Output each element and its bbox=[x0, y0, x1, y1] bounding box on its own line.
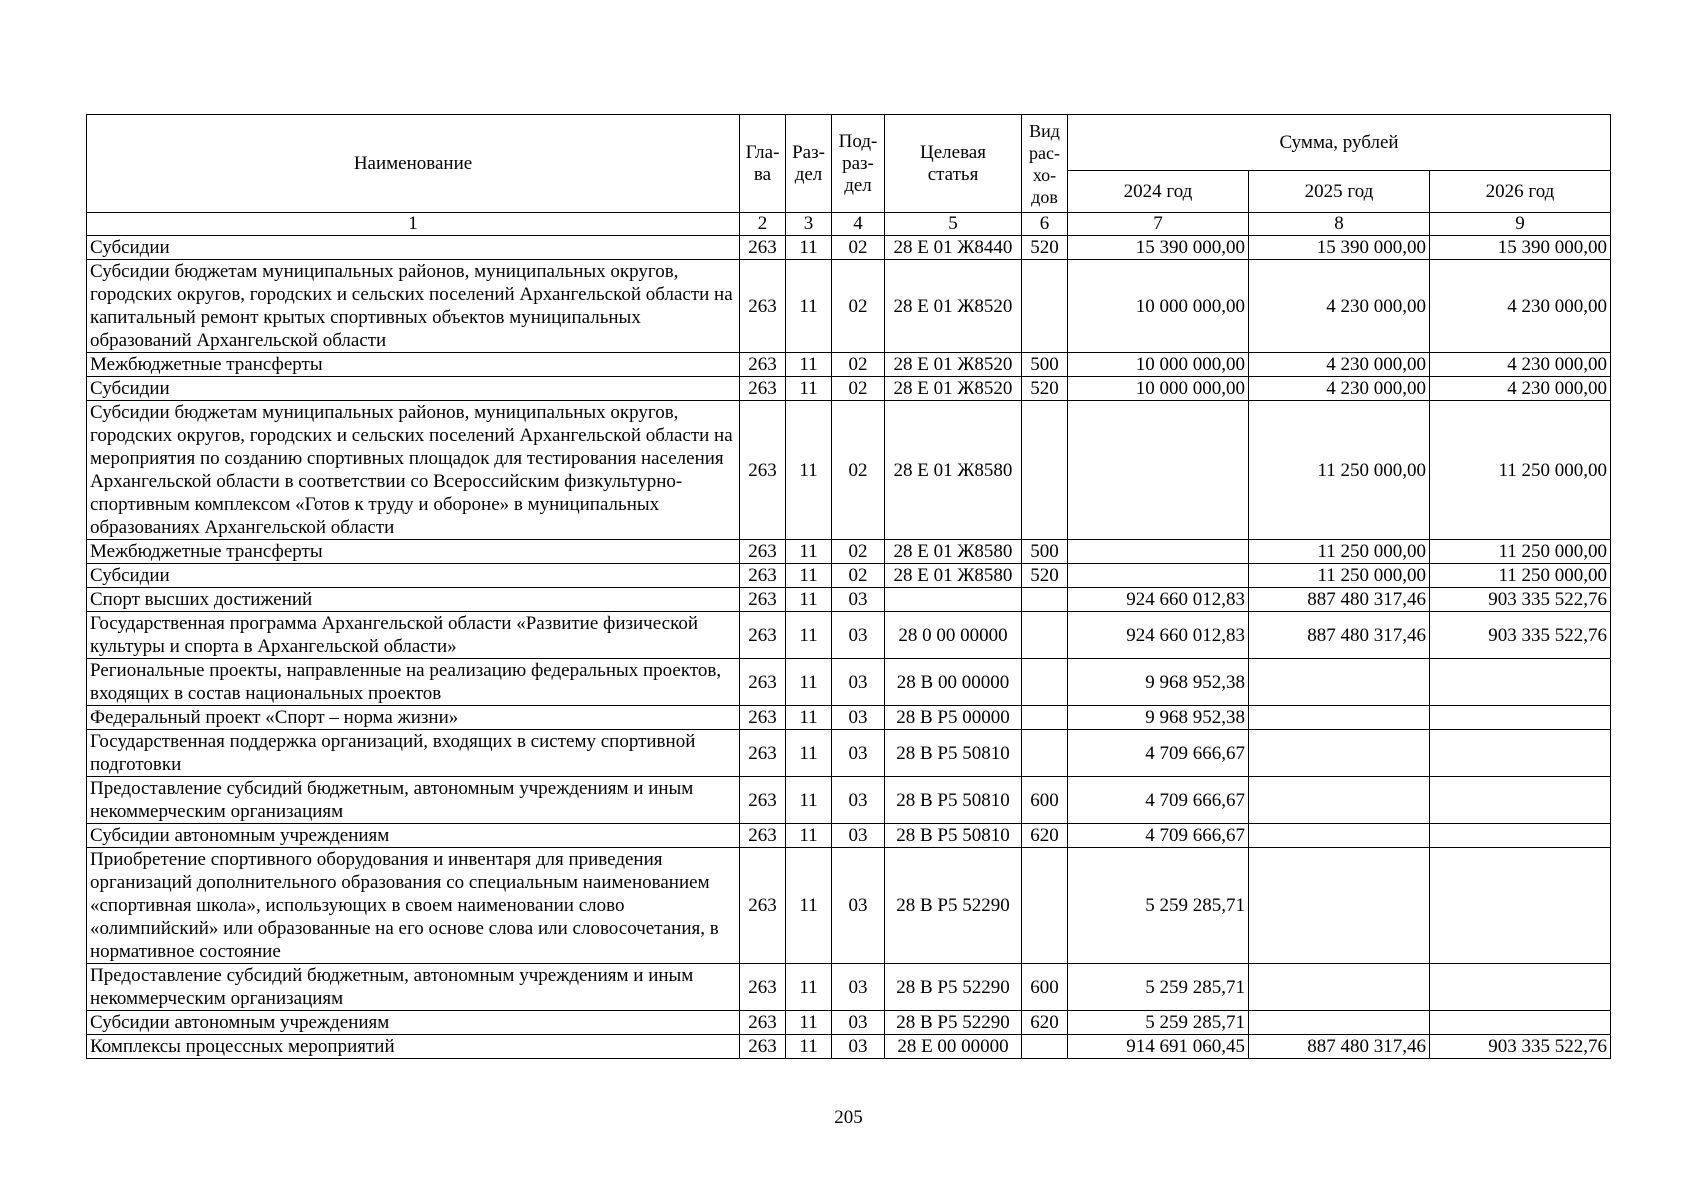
table-row bbox=[87, 236, 1611, 260]
cell-glava: 263 bbox=[740, 260, 786, 353]
col-number: 2 bbox=[740, 213, 786, 236]
col-number: 1 bbox=[87, 213, 740, 236]
column-number-row bbox=[87, 213, 1611, 236]
cell-podrazdel: 02 bbox=[832, 353, 885, 377]
cell-amount-2026 bbox=[1430, 777, 1611, 824]
cell-amount-2024: 15 390 000,00 bbox=[1068, 236, 1249, 260]
cell-amount-2026 bbox=[1430, 964, 1611, 1011]
cell-celevaya-statya bbox=[885, 588, 1022, 612]
col-number: 4 bbox=[832, 213, 885, 236]
cell-razdel: 11 bbox=[786, 353, 832, 377]
cell-amount-2026: 15 390 000,00 bbox=[1430, 236, 1611, 260]
cell-vid-rashodov bbox=[1022, 848, 1068, 964]
cell-podrazdel: 02 bbox=[832, 540, 885, 564]
cell-amount-2026: 11 250 000,00 bbox=[1430, 540, 1611, 564]
header-summa: Сумма, рублей bbox=[1068, 115, 1611, 171]
cell-glava: 263 bbox=[740, 730, 786, 777]
cell-glava: 263 bbox=[740, 1011, 786, 1035]
cell-name: Межбюджетные трансферты bbox=[87, 353, 740, 377]
cell-name: Субсидии bbox=[87, 564, 740, 588]
cell-celevaya-statya: 28 Е 01 Ж8580 bbox=[885, 401, 1022, 540]
cell-glava: 263 bbox=[740, 612, 786, 659]
cell-glava: 263 bbox=[740, 564, 786, 588]
cell-amount-2026: 903 335 522,76 bbox=[1430, 1035, 1611, 1059]
cell-amount-2026: 903 335 522,76 bbox=[1430, 588, 1611, 612]
cell-name: Региональные проекты, направленные на реализацию федеральных проектов, входящих в состав национальных проектов bbox=[87, 659, 740, 706]
cell-celevaya-statya: 28 В Р5 00000 bbox=[885, 706, 1022, 730]
page-number: 205 bbox=[834, 1107, 863, 1128]
cell-podrazdel: 02 bbox=[832, 377, 885, 401]
cell-vid-rashodov: 600 bbox=[1022, 964, 1068, 1011]
cell-razdel: 11 bbox=[786, 377, 832, 401]
cell-vid-rashodov bbox=[1022, 612, 1068, 659]
cell-amount-2025: 4 230 000,00 bbox=[1249, 377, 1430, 401]
col-number: 5 bbox=[885, 213, 1022, 236]
cell-razdel: 11 bbox=[786, 659, 832, 706]
header-celevaya-statya: Целевая статья bbox=[885, 115, 1022, 213]
table-row bbox=[87, 540, 1611, 564]
table-row bbox=[87, 777, 1611, 824]
cell-amount-2024: 9 968 952,38 bbox=[1068, 706, 1249, 730]
cell-celevaya-statya: 28 Е 01 Ж8580 bbox=[885, 564, 1022, 588]
cell-razdel: 11 bbox=[786, 564, 832, 588]
cell-glava: 263 bbox=[740, 777, 786, 824]
cell-name: Субсидии bbox=[87, 377, 740, 401]
table-row bbox=[87, 730, 1611, 777]
cell-razdel: 11 bbox=[786, 236, 832, 260]
cell-celevaya-statya: 28 В 00 00000 bbox=[885, 659, 1022, 706]
cell-vid-rashodov bbox=[1022, 260, 1068, 353]
cell-razdel: 11 bbox=[786, 777, 832, 824]
table-row bbox=[87, 401, 1611, 540]
cell-razdel: 11 bbox=[786, 848, 832, 964]
cell-razdel: 11 bbox=[786, 1035, 832, 1059]
cell-celevaya-statya: 28 Е 01 Ж8520 bbox=[885, 353, 1022, 377]
cell-amount-2025: 4 230 000,00 bbox=[1249, 260, 1430, 353]
table-row bbox=[87, 260, 1611, 353]
table-row bbox=[87, 1035, 1611, 1059]
cell-celevaya-statya: 28 Е 00 00000 bbox=[885, 1035, 1022, 1059]
cell-amount-2025 bbox=[1249, 659, 1430, 706]
cell-amount-2024: 4 709 666,67 bbox=[1068, 777, 1249, 824]
table-body bbox=[87, 236, 1611, 1059]
table-row bbox=[87, 848, 1611, 964]
cell-podrazdel: 03 bbox=[832, 588, 885, 612]
budget-table bbox=[86, 114, 1611, 1059]
cell-glava: 263 bbox=[740, 588, 786, 612]
cell-vid-rashodov: 620 bbox=[1022, 1011, 1068, 1035]
cell-podrazdel: 03 bbox=[832, 964, 885, 1011]
table-row bbox=[87, 377, 1611, 401]
cell-amount-2025: 887 480 317,46 bbox=[1249, 588, 1430, 612]
cell-amount-2025: 11 250 000,00 bbox=[1249, 540, 1430, 564]
table-row bbox=[87, 964, 1611, 1011]
col-number: 3 bbox=[786, 213, 832, 236]
cell-amount-2026: 11 250 000,00 bbox=[1430, 401, 1611, 540]
table-row bbox=[87, 659, 1611, 706]
cell-vid-rashodov: 520 bbox=[1022, 564, 1068, 588]
cell-glava: 263 bbox=[740, 848, 786, 964]
cell-amount-2026 bbox=[1430, 848, 1611, 964]
cell-name: Субсидии бюджетам муниципальных районов, муниципальных округов, городских округов, городских и сельских поселений Архангельской области на капитальный ремонт крытых спортивных объектов муниципальных образований Архангельской области bbox=[87, 260, 740, 353]
header-vid-rashodov: Вид рас- хо- дов bbox=[1022, 115, 1068, 213]
cell-glava: 263 bbox=[740, 659, 786, 706]
cell-name: Субсидии bbox=[87, 236, 740, 260]
col-number: 7 bbox=[1068, 213, 1249, 236]
table-row bbox=[87, 1011, 1611, 1035]
cell-vid-rashodov: 600 bbox=[1022, 777, 1068, 824]
cell-amount-2025 bbox=[1249, 1011, 1430, 1035]
cell-amount-2025: 11 250 000,00 bbox=[1249, 401, 1430, 540]
cell-podrazdel: 03 bbox=[832, 777, 885, 824]
cell-amount-2024: 5 259 285,71 bbox=[1068, 848, 1249, 964]
cell-amount-2024: 5 259 285,71 bbox=[1068, 1011, 1249, 1035]
cell-amount-2024: 924 660 012,83 bbox=[1068, 612, 1249, 659]
cell-vid-rashodov bbox=[1022, 706, 1068, 730]
header-2024: 2024 год bbox=[1068, 171, 1249, 213]
cell-amount-2026 bbox=[1430, 730, 1611, 777]
cell-vid-rashodov bbox=[1022, 588, 1068, 612]
cell-name: Комплексы процессных мероприятий bbox=[87, 1035, 740, 1059]
cell-vid-rashodov bbox=[1022, 730, 1068, 777]
table-row bbox=[87, 588, 1611, 612]
table-row bbox=[87, 353, 1611, 377]
cell-amount-2024: 10 000 000,00 bbox=[1068, 260, 1249, 353]
cell-amount-2026: 903 335 522,76 bbox=[1430, 612, 1611, 659]
cell-amount-2026 bbox=[1430, 824, 1611, 848]
header-name: Наименование bbox=[87, 115, 740, 213]
cell-celevaya-statya: 28 В Р5 50810 bbox=[885, 824, 1022, 848]
cell-celevaya-statya: 28 В Р5 50810 bbox=[885, 777, 1022, 824]
cell-amount-2024: 924 660 012,83 bbox=[1068, 588, 1249, 612]
cell-podrazdel: 03 bbox=[832, 706, 885, 730]
cell-amount-2025: 887 480 317,46 bbox=[1249, 612, 1430, 659]
header-glava: Гла- ва bbox=[740, 115, 786, 213]
cell-amount-2025: 11 250 000,00 bbox=[1249, 564, 1430, 588]
cell-amount-2025 bbox=[1249, 730, 1430, 777]
cell-glava: 263 bbox=[740, 353, 786, 377]
cell-celevaya-statya: 28 Е 01 Ж8520 bbox=[885, 260, 1022, 353]
cell-podrazdel: 03 bbox=[832, 824, 885, 848]
cell-podrazdel: 03 bbox=[832, 848, 885, 964]
cell-podrazdel: 02 bbox=[832, 401, 885, 540]
cell-glava: 263 bbox=[740, 824, 786, 848]
table-row bbox=[87, 706, 1611, 730]
cell-amount-2026: 4 230 000,00 bbox=[1430, 260, 1611, 353]
cell-celevaya-statya: 28 0 00 00000 bbox=[885, 612, 1022, 659]
cell-amount-2024 bbox=[1068, 540, 1249, 564]
cell-glava: 263 bbox=[740, 706, 786, 730]
header-razdel: Раз- дел bbox=[786, 115, 832, 213]
cell-amount-2024: 4 709 666,67 bbox=[1068, 730, 1249, 777]
cell-name: Федеральный проект «Спорт – норма жизни» bbox=[87, 706, 740, 730]
cell-glava: 263 bbox=[740, 236, 786, 260]
cell-amount-2025 bbox=[1249, 706, 1430, 730]
cell-name: Субсидии бюджетам муниципальных районов, муниципальных округов, городских округов, городских и сельских поселений Архангельской области на мероприятия по созданию спортивных площадок для тестирования населения Архангельской области в соответствии со Всероссийским физкультурно-спортивным комплексом «Готов к труду и обороне» в муниципальных образованиях Архангельской области bbox=[87, 401, 740, 540]
cell-amount-2025: 15 390 000,00 bbox=[1249, 236, 1430, 260]
cell-amount-2025 bbox=[1249, 777, 1430, 824]
cell-celevaya-statya: 28 Е 01 Ж8520 bbox=[885, 377, 1022, 401]
cell-vid-rashodov: 500 bbox=[1022, 353, 1068, 377]
cell-vid-rashodov bbox=[1022, 1035, 1068, 1059]
cell-amount-2025: 887 480 317,46 bbox=[1249, 1035, 1430, 1059]
cell-podrazdel: 03 bbox=[832, 659, 885, 706]
cell-vid-rashodov bbox=[1022, 659, 1068, 706]
cell-glava: 263 bbox=[740, 964, 786, 1011]
cell-amount-2024: 10 000 000,00 bbox=[1068, 377, 1249, 401]
cell-name: Предоставление субсидий бюджетным, автономным учреждениям и иным некоммерческим организациям bbox=[87, 777, 740, 824]
cell-amount-2025 bbox=[1249, 848, 1430, 964]
cell-amount-2025: 4 230 000,00 bbox=[1249, 353, 1430, 377]
cell-amount-2024: 5 259 285,71 bbox=[1068, 964, 1249, 1011]
cell-razdel: 11 bbox=[786, 730, 832, 777]
cell-celevaya-statya: 28 В Р5 52290 bbox=[885, 848, 1022, 964]
col-number: 8 bbox=[1249, 213, 1430, 236]
cell-amount-2026 bbox=[1430, 659, 1611, 706]
cell-celevaya-statya: 28 В Р5 52290 bbox=[885, 1011, 1022, 1035]
cell-amount-2025 bbox=[1249, 824, 1430, 848]
cell-amount-2024 bbox=[1068, 401, 1249, 540]
cell-amount-2026: 11 250 000,00 bbox=[1430, 564, 1611, 588]
header-podrazdel: Под- раз- дел bbox=[832, 115, 885, 213]
table-row bbox=[87, 612, 1611, 659]
cell-amount-2024: 10 000 000,00 bbox=[1068, 353, 1249, 377]
cell-celevaya-statya: 28 Е 01 Ж8440 bbox=[885, 236, 1022, 260]
cell-amount-2026: 4 230 000,00 bbox=[1430, 353, 1611, 377]
cell-amount-2024: 4 709 666,67 bbox=[1068, 824, 1249, 848]
cell-razdel: 11 bbox=[786, 588, 832, 612]
cell-vid-rashodov: 500 bbox=[1022, 540, 1068, 564]
cell-name: Субсидии автономным учреждениям bbox=[87, 824, 740, 848]
cell-name: Межбюджетные трансферты bbox=[87, 540, 740, 564]
cell-podrazdel: 02 bbox=[832, 236, 885, 260]
cell-vid-rashodov: 520 bbox=[1022, 377, 1068, 401]
cell-celevaya-statya: 28 В Р5 52290 bbox=[885, 964, 1022, 1011]
cell-razdel: 11 bbox=[786, 540, 832, 564]
cell-name: Субсидии автономным учреждениям bbox=[87, 1011, 740, 1035]
cell-razdel: 11 bbox=[786, 612, 832, 659]
cell-name: Государственная программа Архангельской области «Развитие физической культуры и спорта в Архангельской области» bbox=[87, 612, 740, 659]
cell-podrazdel: 03 bbox=[832, 1011, 885, 1035]
cell-razdel: 11 bbox=[786, 964, 832, 1011]
table-row bbox=[87, 824, 1611, 848]
cell-glava: 263 bbox=[740, 1035, 786, 1059]
cell-amount-2024 bbox=[1068, 564, 1249, 588]
cell-podrazdel: 02 bbox=[832, 564, 885, 588]
cell-podrazdel: 03 bbox=[832, 612, 885, 659]
table-row bbox=[87, 564, 1611, 588]
cell-celevaya-statya: 28 В Р5 50810 bbox=[885, 730, 1022, 777]
cell-vid-rashodov bbox=[1022, 401, 1068, 540]
cell-amount-2024: 914 691 060,45 bbox=[1068, 1035, 1249, 1059]
cell-razdel: 11 bbox=[786, 1011, 832, 1035]
cell-podrazdel: 03 bbox=[832, 730, 885, 777]
cell-razdel: 11 bbox=[786, 401, 832, 540]
cell-amount-2026 bbox=[1430, 706, 1611, 730]
cell-glava: 263 bbox=[740, 377, 786, 401]
cell-celevaya-statya: 28 Е 01 Ж8580 bbox=[885, 540, 1022, 564]
cell-amount-2025 bbox=[1249, 964, 1430, 1011]
header-2026: 2026 год bbox=[1430, 171, 1611, 213]
cell-podrazdel: 02 bbox=[832, 260, 885, 353]
cell-vid-rashodov: 620 bbox=[1022, 824, 1068, 848]
cell-name: Государственная поддержка организаций, входящих в систему спортивной подготовки bbox=[87, 730, 740, 777]
cell-glava: 263 bbox=[740, 401, 786, 540]
col-number: 6 bbox=[1022, 213, 1068, 236]
cell-amount-2024: 9 968 952,38 bbox=[1068, 659, 1249, 706]
cell-name: Предоставление субсидий бюджетным, автономным учреждениям и иным некоммерческим организациям bbox=[87, 964, 740, 1011]
cell-razdel: 11 bbox=[786, 824, 832, 848]
cell-name: Спорт высших достижений bbox=[87, 588, 740, 612]
cell-vid-rashodov: 520 bbox=[1022, 236, 1068, 260]
cell-amount-2026 bbox=[1430, 1011, 1611, 1035]
cell-razdel: 11 bbox=[786, 260, 832, 353]
col-number: 9 bbox=[1430, 213, 1611, 236]
cell-name: Приобретение спортивного оборудования и инвентаря для приведения организаций дополнительного образования со специальным наименованием «спортивная школа», использующих в своем наименовании слово «олимпийский» или образованные на его основе слова или словосочетания, в нормативное состояние bbox=[87, 848, 740, 964]
cell-razdel: 11 bbox=[786, 706, 832, 730]
cell-podrazdel: 03 bbox=[832, 1035, 885, 1059]
header-2025: 2025 год bbox=[1249, 171, 1430, 213]
cell-amount-2026: 4 230 000,00 bbox=[1430, 377, 1611, 401]
cell-glava: 263 bbox=[740, 540, 786, 564]
